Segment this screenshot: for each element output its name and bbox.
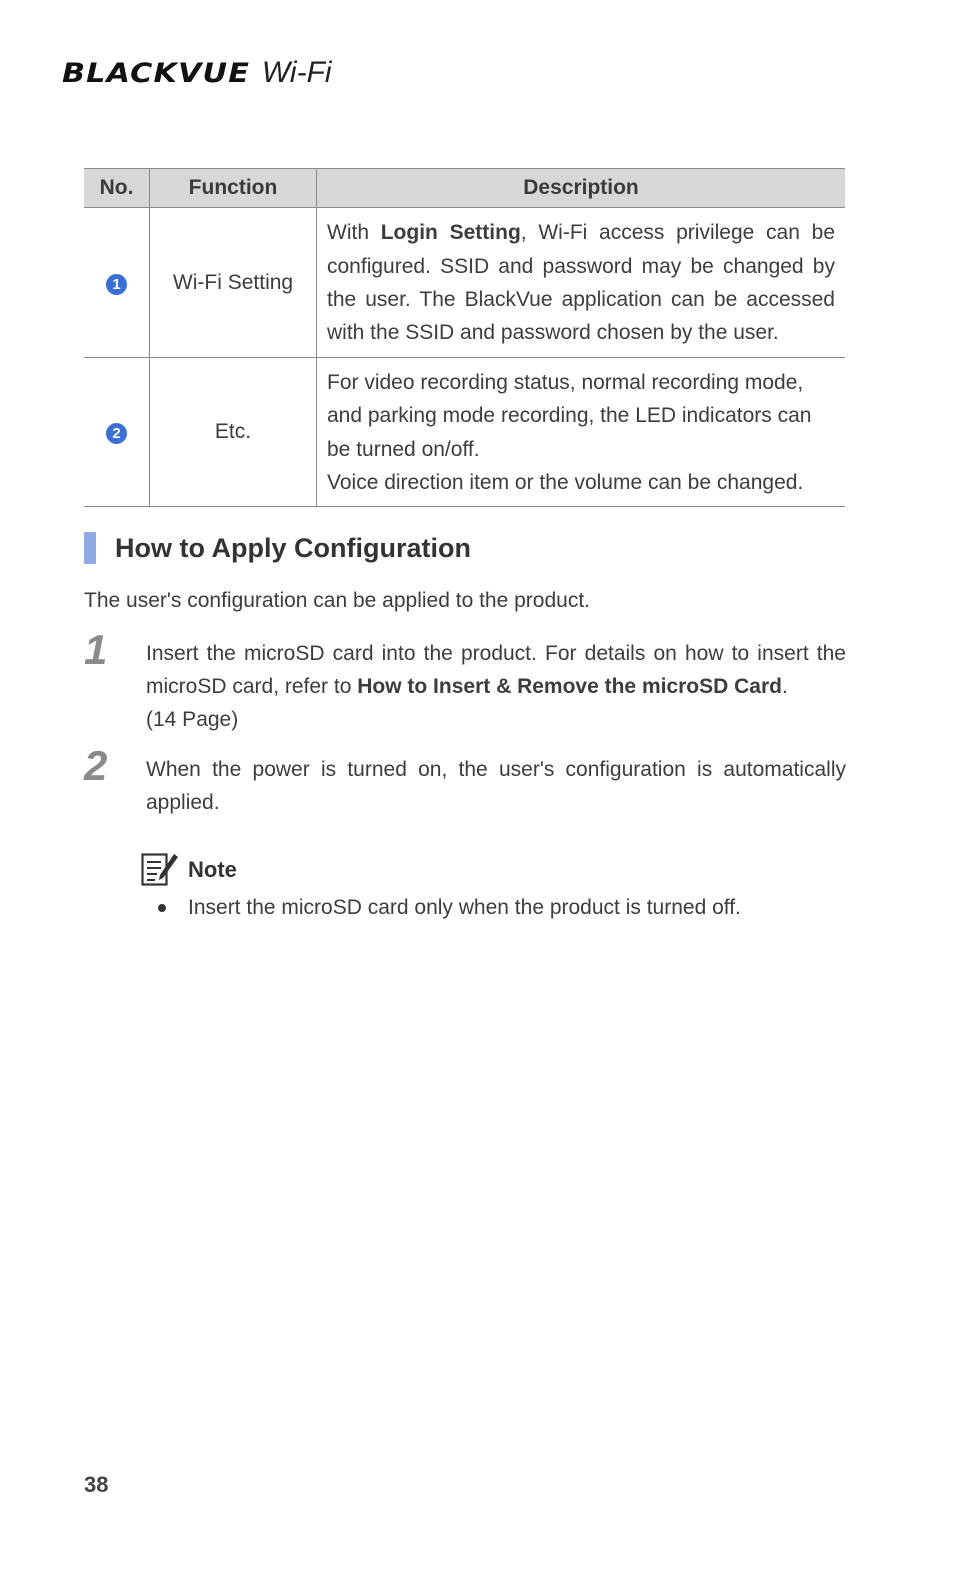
step-text-part: Insert the microSD card into the product. For details on how to insert the microSD card, refer to <box>146 642 846 698</box>
desc-text: With <box>327 221 381 245</box>
note-heading <box>141 852 237 888</box>
step-text <box>146 637 846 736</box>
desc-text: Voice direction item or the volume can be changed. <box>327 470 804 494</box>
description-cell <box>317 208 846 358</box>
step-text: When the power is turned on, the user's configuration is automatically applied. <box>146 758 846 814</box>
desc-text: , Wi-Fi access privilege can be configured. SSID and password may be changed by the user. The BlackVue application can be accessed with the SSID and password chosen by the user. <box>327 221 835 345</box>
header-no: No. <box>84 169 150 208</box>
desc-text: For video recording status, normal recording mode, and parking mode recording, the LED indicators can be turned on/off. <box>327 370 812 461</box>
number-badge-icon: 2 <box>106 423 127 444</box>
bullet-icon <box>158 904 166 912</box>
description-cell <box>317 358 846 507</box>
product-name: Wi-Fi <box>261 56 332 89</box>
row-number-cell <box>84 208 150 358</box>
function-cell: Etc. <box>150 358 317 507</box>
section-marker <box>84 532 96 564</box>
table-header-row <box>84 169 845 208</box>
row-number-cell <box>84 358 150 507</box>
note-list-item <box>158 896 741 920</box>
page-number: 38 <box>84 1472 109 1497</box>
number-badge-icon: 1 <box>106 274 127 295</box>
section-heading <box>84 532 471 564</box>
function-table <box>84 168 845 507</box>
brand-logo <box>62 56 332 90</box>
step-number: 1 <box>84 626 108 673</box>
brand-name: BLACKVUE <box>62 58 251 89</box>
desc-bold-text: Login Setting <box>380 221 521 245</box>
intro-text: The user's configuration can be applied to the product. <box>84 589 590 612</box>
note-pencil-icon <box>141 852 179 888</box>
step-text-part: . <box>781 675 788 698</box>
step-page-ref: (14 Page) <box>146 708 239 731</box>
header-description: Description <box>317 169 846 208</box>
function-cell: Wi-Fi Setting <box>150 208 317 358</box>
step-link-text: How to Insert & Remove the microSD Card <box>357 675 782 698</box>
table-row <box>84 208 845 358</box>
header-function: Function <box>150 169 317 208</box>
section-title: How to Apply Configuration <box>115 532 471 563</box>
note-text: Insert the microSD card only when the product is turned off. <box>188 896 741 919</box>
step-number: 2 <box>84 742 108 789</box>
note-label: Note <box>188 857 237 882</box>
table-row <box>84 358 845 507</box>
